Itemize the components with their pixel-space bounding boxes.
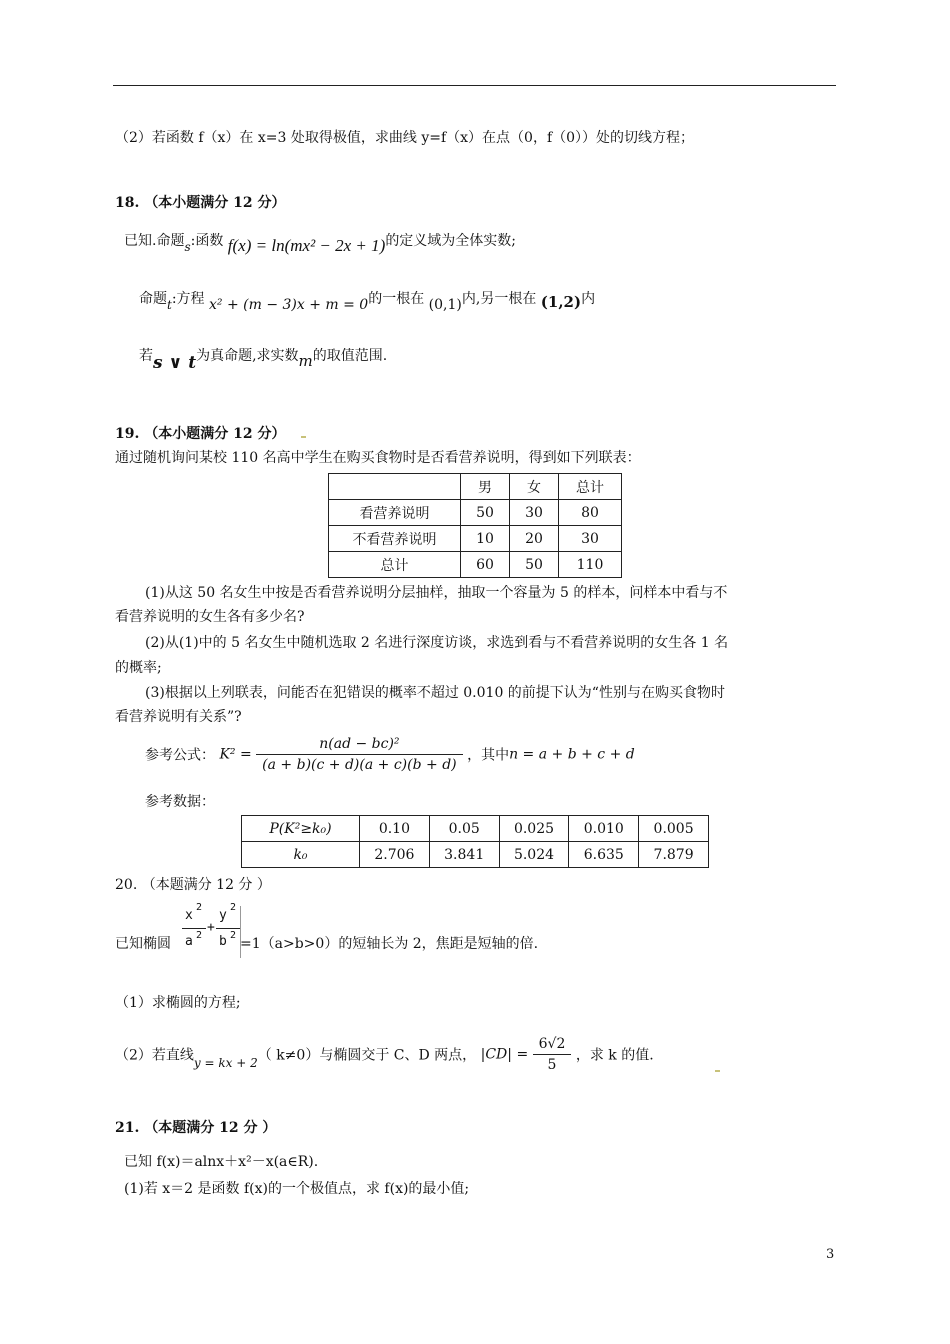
table-cell: 5.024 — [499, 842, 569, 868]
q18-line3-pre: 若 — [139, 348, 153, 364]
table-cell: 50 — [461, 500, 510, 526]
table-cell: 男 — [461, 474, 510, 500]
q20-post: =1（a>b>0）的短轴长为 2，焦距是短轴的倍. — [240, 936, 539, 952]
formula-lhs: K² = — [219, 746, 252, 763]
eq-y: y — [219, 908, 227, 923]
table-cell: 0.10 — [360, 816, 430, 842]
q20-cd-denominator: 5 — [547, 1057, 557, 1073]
eq-exp: 2 — [196, 902, 203, 913]
reference-data-table — [241, 815, 709, 868]
q18-line2-pre: 命题 — [139, 291, 167, 307]
table-cell: 0.005 — [639, 816, 709, 842]
q18-prop-s: s — [184, 240, 191, 254]
table-cell: 0.05 — [429, 816, 499, 842]
table-cell: 3.841 — [429, 842, 499, 868]
stray-mark — [715, 1070, 720, 1072]
plus-sign: + — [207, 920, 215, 935]
table-cell: 6.635 — [569, 842, 639, 868]
q19-intro: 通过随机询问某校 110 名高中学生在购买食物时是否看营养说明，得到如下列联表： — [115, 450, 641, 466]
table-row — [329, 474, 622, 500]
table-cell: P(K²≥k₀) — [242, 816, 360, 842]
q18-line2-text2: 内,另一根在 — [461, 291, 537, 307]
q18-line3 — [139, 345, 388, 373]
q19-header: 19. （本小题满分 12 分） — [115, 426, 286, 442]
table-cell: 110 — [559, 552, 622, 578]
formula-numerator: n(ad − bc)² — [319, 736, 400, 752]
formula-denominator: (a + b)(c + d)(a + c)(b + d) — [262, 757, 457, 773]
contingency-table — [328, 473, 622, 578]
q18-line3-mid: 为真命题,求实数 — [196, 348, 299, 364]
q20-line-eq: y = kx + 2 — [193, 1055, 258, 1070]
q19-part1a: (1)从这 50 名女生中按是否看营养说明分层抽样，抽取一个容量为 5 的样本，问样本中看与不 — [145, 585, 728, 601]
eq-x: x — [185, 908, 193, 923]
q20-cd-numerator: 6√2 — [538, 1036, 566, 1052]
page-number: 3 — [826, 1247, 835, 1262]
table-cell: 0.010 — [569, 816, 639, 842]
eq-exp: 2 — [196, 930, 203, 941]
formula-n: n = a + b + c + d — [509, 746, 635, 763]
q19-data-label: 参考数据： — [145, 794, 215, 810]
eq-a: a — [185, 934, 193, 949]
table-cell: 总计 — [559, 474, 622, 500]
q20-pre: 已知椭圆 — [115, 936, 171, 952]
q19-formula — [145, 736, 635, 773]
table-row — [329, 526, 622, 552]
table-row — [329, 552, 622, 578]
q20-p2-pre: （2）若直线 — [115, 1047, 194, 1064]
table-cell: k₀ — [242, 842, 360, 868]
eq-b: b — [219, 934, 227, 949]
q21-header: 21. （本题满分 12 分 ） — [115, 1120, 277, 1136]
q20-part1: （1）求椭圆的方程; — [115, 995, 241, 1011]
q21-line2: (1)若 x＝2 是函数 f(x)的一个极值点，求 f(x)的最小值; — [124, 1181, 470, 1197]
q19-part1b: 看营养说明的女生各有多少名? — [115, 609, 305, 625]
q18-prop-t: t — [167, 298, 172, 312]
table-cell: 30 — [510, 500, 559, 526]
q18-line1-pre: 已知.命题 — [124, 233, 185, 249]
q18-formula-fx: f(x) = ln(mx² − 2x + 1) — [227, 236, 386, 255]
q20-part2 — [115, 1036, 654, 1073]
q20-p2-post: ，求 k 的值. — [575, 1047, 654, 1064]
table-cell: 2.706 — [360, 842, 430, 868]
table-cell: 0.025 — [499, 816, 569, 842]
formula-fraction — [256, 736, 462, 773]
table-cell: 20 — [510, 526, 559, 552]
q19-part3a: (3)根据以上列联表，问能否在犯错误的概率不超过 0.010 的前提下认为“性别与在购买食物时 — [145, 685, 725, 701]
q18-interval1: (0,1) — [428, 297, 462, 313]
table-row — [242, 816, 709, 842]
ellipse-equation — [182, 902, 307, 962]
q18-line2-mid: :方程 — [171, 291, 205, 307]
table-cell: 不看营养说明 — [329, 526, 461, 552]
q18-header: 18. （本小题满分 12 分） — [115, 195, 286, 211]
table-cell: 30 — [559, 526, 622, 552]
fraction-bar — [182, 928, 206, 929]
q19-part2a: (2)从(1)中的 5 名女生中随机选取 2 名进行深度访谈，求选到看与不看营养说明的女生各 1 名 — [145, 635, 729, 651]
stray-mark — [301, 436, 306, 438]
q18-line1-post: 的定义域为全体实数; — [385, 233, 517, 249]
q18-var-m: m — [298, 352, 313, 370]
table-cell — [329, 474, 461, 500]
q20-cd-fraction — [533, 1036, 572, 1073]
table-cell: 60 — [461, 552, 510, 578]
table-cell: 50 — [510, 552, 559, 578]
q19-part3b: 看营养说明有关系”? — [115, 709, 242, 725]
q20-cd: |CD| = — [480, 1046, 529, 1063]
eq-exp: 2 — [230, 930, 237, 941]
eq-exp: 2 — [230, 902, 237, 913]
q18-line1-mid: :函数 — [190, 233, 224, 249]
q18-equation: x² + (m − 3)x + m = 0 — [209, 297, 369, 313]
q19-part2b: 的概率; — [115, 660, 162, 676]
formula-where: ，其中 — [467, 747, 510, 764]
q17-part2: （2）若函数 f（x）在 x=3 处取得极值，求曲线 y=f（x）在点（0，f（0））处的切线方程； — [115, 130, 695, 146]
q18-expr-s-or-t: s ∨ t — [153, 353, 197, 373]
fraction-bar — [216, 928, 240, 929]
fraction-bar — [533, 1054, 572, 1055]
q20-p2-mid: （ k≠0）与椭圆交于 C、D 两点， — [257, 1047, 477, 1064]
q18-line2 — [139, 288, 596, 313]
table-cell: 总计 — [329, 552, 461, 578]
table-cell: 80 — [559, 500, 622, 526]
table-row — [242, 842, 709, 868]
q20-header: 20. （本题满分 12 分 ） — [115, 877, 271, 893]
q18-line1 — [124, 230, 517, 255]
table-cell: 女 — [510, 474, 559, 500]
q18-line3-post: 的取值范围. — [312, 348, 388, 364]
table-cell: 看营养说明 — [329, 500, 461, 526]
table-cell: 7.879 — [639, 842, 709, 868]
q18-line2-text3: 内 — [581, 291, 596, 307]
q21-line1: 已知 f(x)＝alnx＋x²－x(a∈R). — [124, 1154, 319, 1170]
table-cell: 10 — [461, 526, 510, 552]
header-rule — [113, 85, 836, 86]
q18-interval2: (1,2) — [540, 293, 582, 311]
table-row — [329, 500, 622, 526]
fraction-bar — [256, 754, 462, 755]
formula-label: 参考公式： — [145, 747, 215, 764]
q18-line2-text1: 的一根在 — [368, 291, 425, 307]
